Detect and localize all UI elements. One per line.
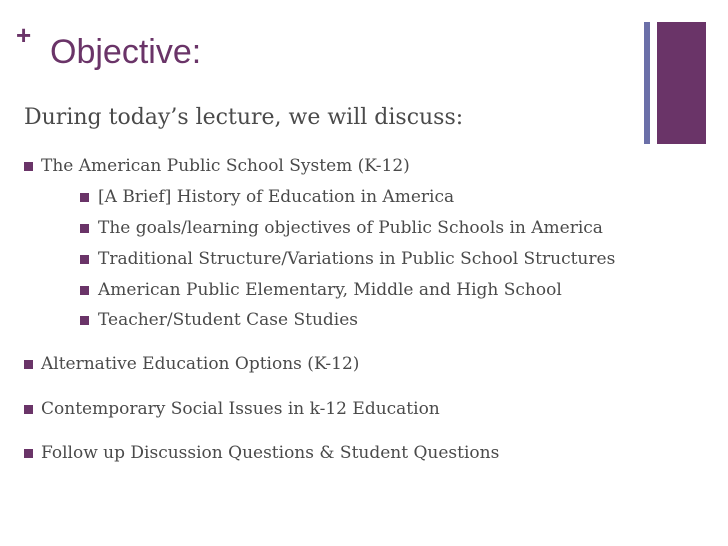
plus-icon: + [16,20,32,50]
sub-bullet-item [80,248,615,270]
sub-bullet-item [80,217,603,239]
bullet-text: Traditional Structure/Variations in Public School Structures [98,249,616,269]
square-bullet-icon [24,405,33,414]
bullet-text: Teacher/Student Case Studies [98,310,359,330]
bullet-text: The American Public School System (K-12) [41,156,410,176]
bullet-text: Contemporary Social Issues in k-12 Education [41,399,440,419]
sub-bullet-item [80,279,562,301]
square-bullet-icon [24,162,33,171]
bullet-text: [A Brief] History of Education in America [98,187,455,207]
accent-bar-thick [657,22,706,144]
slide-title: Objective: [50,33,202,71]
accent-bar-thin [644,22,650,144]
sub-bullet-item [80,186,454,208]
bullet-text: Follow up Discussion Questions & Student Questions [41,443,500,463]
square-bullet-icon [80,316,89,325]
bullet-item [24,442,499,464]
bullet-item [24,353,359,375]
sub-bullet-item [80,309,358,331]
bullet-text: Alternative Education Options (K-12) [41,354,360,374]
square-bullet-icon [80,286,89,295]
bullet-item [24,398,440,420]
square-bullet-icon [24,449,33,458]
square-bullet-icon [80,255,89,264]
bullet-text: American Public Elementary, Middle and High School [98,280,562,300]
square-bullet-icon [80,224,89,233]
square-bullet-icon [80,193,89,202]
square-bullet-icon [24,360,33,369]
intro-text: During today’s lecture, we will discuss: [24,105,464,130]
bullet-text: The goals/learning objectives of Public Schools in America [98,218,603,238]
bullet-item [24,155,410,177]
